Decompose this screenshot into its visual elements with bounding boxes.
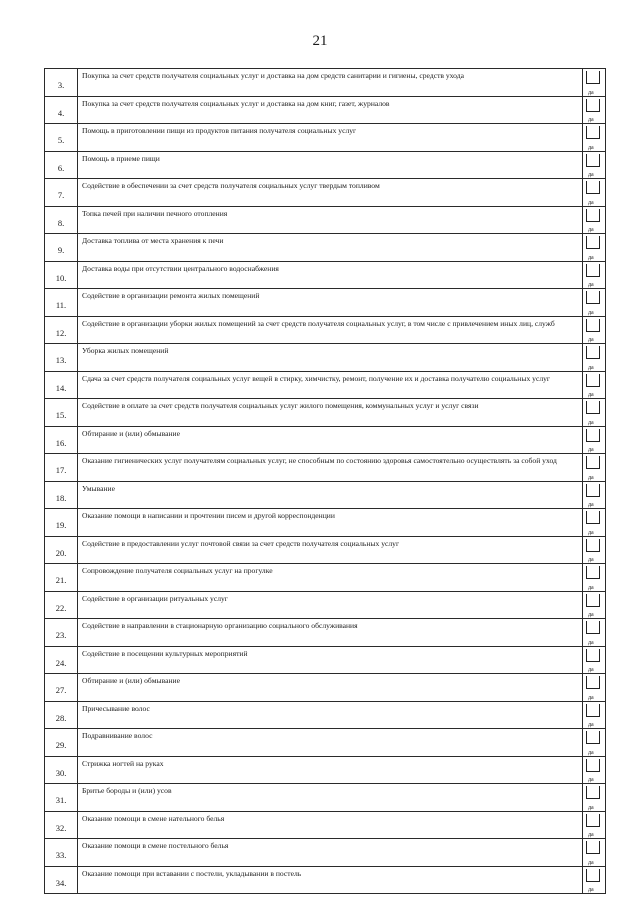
- table-row: [45, 426, 606, 454]
- table-row: [45, 481, 606, 509]
- row-number: 32.: [55, 822, 67, 833]
- service-description: Помощь в приеме пищи: [78, 151, 583, 179]
- row-number-cell: [45, 426, 78, 454]
- yes-label: да: [588, 282, 594, 288]
- table-row: [45, 564, 606, 592]
- mark-cell: [583, 701, 606, 729]
- mark-cell: [583, 69, 606, 97]
- row-number-cell: [45, 481, 78, 509]
- mark-cell: [583, 729, 606, 757]
- table-row: [45, 866, 606, 894]
- table-row: [45, 261, 606, 289]
- checkbox[interactable]: [586, 869, 600, 882]
- yes-label: да: [588, 474, 594, 481]
- service-description: Бритье бороды и (или) усов: [78, 784, 583, 812]
- yes-label: да: [588, 639, 594, 646]
- table-row: [45, 701, 606, 729]
- checkbox[interactable]: [586, 71, 600, 84]
- mark-cell: [583, 151, 606, 179]
- row-number: 30.: [55, 767, 67, 778]
- yes-label: да: [588, 419, 594, 426]
- mark-cell: [583, 646, 606, 674]
- mark-cell: [583, 206, 606, 234]
- page-number: 21: [312, 33, 328, 49]
- checkbox[interactable]: [586, 786, 600, 799]
- checkbox[interactable]: [586, 374, 600, 387]
- row-number: 12.: [55, 327, 67, 338]
- row-number-cell: [45, 619, 78, 647]
- yes-label: да: [588, 364, 594, 371]
- row-number-cell: [45, 316, 78, 344]
- mark-cell: [583, 866, 606, 894]
- row-number-cell: [45, 69, 78, 97]
- table-row: [45, 784, 606, 812]
- table-row: [45, 399, 606, 427]
- checkbox[interactable]: [586, 649, 600, 662]
- table-row: [45, 674, 606, 702]
- yes-label: да: [588, 89, 594, 96]
- yes-label: да: [588, 502, 594, 508]
- mark-cell: [583, 619, 606, 647]
- mark-cell: [583, 481, 606, 509]
- row-number-cell: [45, 811, 78, 839]
- checkbox[interactable]: [586, 291, 600, 304]
- row-number-cell: [45, 866, 78, 894]
- row-number: 34.: [55, 877, 67, 888]
- row-number: 15.: [55, 410, 67, 421]
- mark-cell: [583, 509, 606, 537]
- mark-cell: [583, 124, 606, 152]
- table-row: [45, 316, 606, 344]
- table-row: [45, 179, 606, 207]
- row-number: 18.: [55, 492, 67, 503]
- table-row: [45, 646, 606, 674]
- yes-label: да: [588, 612, 594, 618]
- table-row: [45, 619, 606, 647]
- row-number: 19.: [55, 520, 67, 531]
- table-row: [45, 96, 606, 124]
- yes-label: да: [588, 557, 594, 563]
- table-row: [45, 124, 606, 152]
- row-number-cell: [45, 591, 78, 619]
- table-row: [45, 756, 606, 784]
- mark-cell: [583, 756, 606, 784]
- service-description: Доставка топлива от места хранения к печи: [78, 234, 583, 262]
- row-number: 13.: [55, 355, 67, 366]
- yes-label: да: [588, 227, 594, 233]
- mark-cell: [583, 289, 606, 317]
- mark-cell: [583, 261, 606, 289]
- row-number-cell: [45, 96, 78, 124]
- yes-label: да: [588, 859, 594, 866]
- services-table: [44, 68, 606, 894]
- service-description: Обтирание и (или) обмывание: [78, 674, 583, 702]
- row-number-cell: [45, 729, 78, 757]
- service-description: Оказание помощи в написании и прочтении писем и другой корреспонденции: [78, 509, 583, 537]
- service-description: Стрижка ногтей на руках: [78, 756, 583, 784]
- service-description: Сопровождение получателя социальных услуг на прогулке: [78, 564, 583, 592]
- yes-label: да: [588, 529, 594, 536]
- checkbox[interactable]: [586, 704, 600, 717]
- row-number: 10.: [55, 272, 67, 283]
- row-number: 6.: [57, 162, 65, 173]
- row-number-cell: [45, 261, 78, 289]
- row-number: 21.: [55, 575, 67, 586]
- service-description: Обтирание и (или) обмывание: [78, 426, 583, 454]
- service-description: Содействие в направлении в стационарную организацию социального обслуживания: [78, 619, 583, 647]
- row-number-cell: [45, 646, 78, 674]
- row-number: 4.: [57, 107, 65, 118]
- row-number: 9.: [57, 245, 65, 256]
- checkbox[interactable]: [586, 594, 600, 607]
- yes-label: да: [588, 667, 594, 673]
- row-number: 28.: [55, 712, 67, 723]
- table-row: [45, 69, 606, 97]
- checkbox[interactable]: [586, 319, 600, 332]
- table-row: [45, 151, 606, 179]
- checkbox[interactable]: [586, 731, 600, 744]
- yes-label: да: [588, 584, 594, 591]
- row-number: 5.: [57, 135, 65, 146]
- table-row: [45, 839, 606, 867]
- mark-cell: [583, 234, 606, 262]
- checkbox[interactable]: [586, 814, 600, 827]
- checkbox[interactable]: [586, 346, 600, 359]
- table-row: [45, 371, 606, 399]
- row-number-cell: [45, 454, 78, 482]
- service-description: Доставка воды при отсутствии центрального водоснабжения: [78, 261, 583, 289]
- yes-label: да: [588, 337, 594, 343]
- checkbox[interactable]: [586, 539, 600, 552]
- row-number-cell: [45, 289, 78, 317]
- mark-cell: [583, 591, 606, 619]
- checkbox[interactable]: [586, 126, 600, 139]
- service-description: Оказание помощи при вставании с постели, укладывании в постель: [78, 866, 583, 894]
- service-description: Сдача за счет средств получателя социальных услуг вещей в стирку, химчистку, ремонт, получение их и доставка получателю социальных услуг: [78, 371, 583, 399]
- checkbox[interactable]: [586, 209, 600, 222]
- row-number: 3.: [57, 80, 65, 91]
- row-number: 27.: [55, 685, 67, 696]
- row-number-cell: [45, 564, 78, 592]
- row-number: 16.: [55, 437, 67, 448]
- row-number-cell: [45, 371, 78, 399]
- yes-label: да: [588, 887, 594, 893]
- mark-cell: [583, 179, 606, 207]
- service-description: Содействие в организации уборки жилых помещений за счет средств получателя социальных услуг, в том числе с привлечением иных лиц, служб: [78, 316, 583, 344]
- service-description: Содействие в посещении культурных мероприятий: [78, 646, 583, 674]
- service-description: Умывание: [78, 481, 583, 509]
- row-number: 14.: [55, 382, 67, 393]
- service-description: Оказание помощи в смене постельного белья: [78, 839, 583, 867]
- yes-label: да: [588, 832, 594, 838]
- table-row: [45, 811, 606, 839]
- table-row: [45, 454, 606, 482]
- checkbox[interactable]: [586, 676, 600, 689]
- yes-label: да: [588, 199, 594, 206]
- mark-cell: [583, 564, 606, 592]
- mark-cell: [583, 674, 606, 702]
- yes-label: да: [588, 144, 594, 151]
- row-number-cell: [45, 124, 78, 152]
- checkbox[interactable]: [586, 429, 600, 442]
- service-description: Помощь в приготовлении пищи из продуктов питания получателя социальных услуг: [78, 124, 583, 152]
- row-number: 7.: [57, 190, 65, 201]
- checkbox[interactable]: [586, 456, 600, 469]
- table-row: [45, 344, 606, 372]
- checkbox[interactable]: [586, 566, 600, 579]
- checkbox[interactable]: [586, 484, 600, 497]
- row-number-cell: [45, 234, 78, 262]
- table-row: [45, 289, 606, 317]
- yes-label: да: [588, 392, 594, 398]
- checkbox[interactable]: [586, 401, 600, 414]
- service-description: Содействие в обеспечении за счет средств получателя социальных услуг твердым топливом: [78, 179, 583, 207]
- service-description: Оказание помощи в смене нательного белья: [78, 811, 583, 839]
- table-row: [45, 234, 606, 262]
- row-number-cell: [45, 206, 78, 234]
- checkbox[interactable]: [586, 154, 600, 167]
- yes-label: да: [588, 722, 594, 728]
- mark-cell: [583, 811, 606, 839]
- checkbox[interactable]: [586, 621, 600, 634]
- service-description: Подравнивание волос: [78, 729, 583, 757]
- row-number-cell: [45, 179, 78, 207]
- mark-cell: [583, 316, 606, 344]
- mark-cell: [583, 371, 606, 399]
- row-number: 8.: [57, 217, 65, 228]
- row-number-cell: [45, 509, 78, 537]
- row-number: 24.: [55, 657, 67, 668]
- table-row: [45, 591, 606, 619]
- table-row: [45, 729, 606, 757]
- row-number-cell: [45, 784, 78, 812]
- yes-label: да: [588, 309, 594, 316]
- services-table-body: [45, 69, 606, 894]
- row-number-cell: [45, 399, 78, 427]
- service-description: Оказание гигиенических услуг получателям социальных услуг, не способным по состоянию здоровья самостоятельно осуществлять за собой уход: [78, 454, 583, 482]
- mark-cell: [583, 839, 606, 867]
- mark-cell: [583, 454, 606, 482]
- yes-label: да: [588, 694, 594, 701]
- table-row: [45, 536, 606, 564]
- yes-label: да: [588, 117, 594, 123]
- service-description: Содействие в предоставлении услуг почтовой связи за счет средств получателя социальных услуг: [78, 536, 583, 564]
- service-description: Содействие в организации ритуальных услуг: [78, 591, 583, 619]
- checkbox[interactable]: [586, 181, 600, 194]
- service-description: Уборка жилых помещений: [78, 344, 583, 372]
- row-number-cell: [45, 151, 78, 179]
- table-row: [45, 206, 606, 234]
- row-number-cell: [45, 674, 78, 702]
- checkbox[interactable]: [586, 236, 600, 249]
- mark-cell: [583, 784, 606, 812]
- service-description: Покупка за счет средств получателя социальных услуг и доставка на дом книг, газет, журналов: [78, 96, 583, 124]
- yes-label: да: [588, 447, 594, 453]
- checkbox[interactable]: [586, 511, 600, 524]
- row-number: 11.: [55, 300, 67, 311]
- service-description: Содействие в организации ремонта жилых помещений: [78, 289, 583, 317]
- yes-label: да: [588, 749, 594, 756]
- checkbox[interactable]: [586, 841, 600, 854]
- row-number: 33.: [55, 850, 67, 861]
- yes-label: да: [588, 777, 594, 783]
- table-row: [45, 509, 606, 537]
- row-number-cell: [45, 344, 78, 372]
- row-number: 23.: [55, 630, 67, 641]
- row-number-cell: [45, 839, 78, 867]
- checkbox[interactable]: [586, 759, 600, 772]
- row-number: 29.: [55, 740, 67, 751]
- row-number-cell: [45, 536, 78, 564]
- service-description: Топка печей при наличии печного отопления: [78, 206, 583, 234]
- row-number-cell: [45, 756, 78, 784]
- checkbox[interactable]: [586, 99, 600, 112]
- service-description: Покупка за счет средств получателя социальных услуг и доставка на дом средств санитарии и гигиены, средств ухода: [78, 69, 583, 97]
- yes-label: да: [588, 172, 594, 178]
- row-number: 17.: [55, 465, 67, 476]
- service-description: Причесывание волос: [78, 701, 583, 729]
- row-number: 31.: [55, 795, 67, 806]
- yes-label: да: [588, 254, 594, 261]
- checkbox[interactable]: [586, 264, 600, 277]
- mark-cell: [583, 536, 606, 564]
- mark-cell: [583, 96, 606, 124]
- service-description: Содействие в оплате за счет средств получателя социальных услуг жилого помещения, коммунальных услуг и услуг связи: [78, 399, 583, 427]
- row-number: 20.: [55, 547, 67, 558]
- row-number-cell: [45, 701, 78, 729]
- yes-label: да: [588, 804, 594, 811]
- row-number: 22.: [55, 602, 67, 613]
- mark-cell: [583, 399, 606, 427]
- mark-cell: [583, 426, 606, 454]
- mark-cell: [583, 344, 606, 372]
